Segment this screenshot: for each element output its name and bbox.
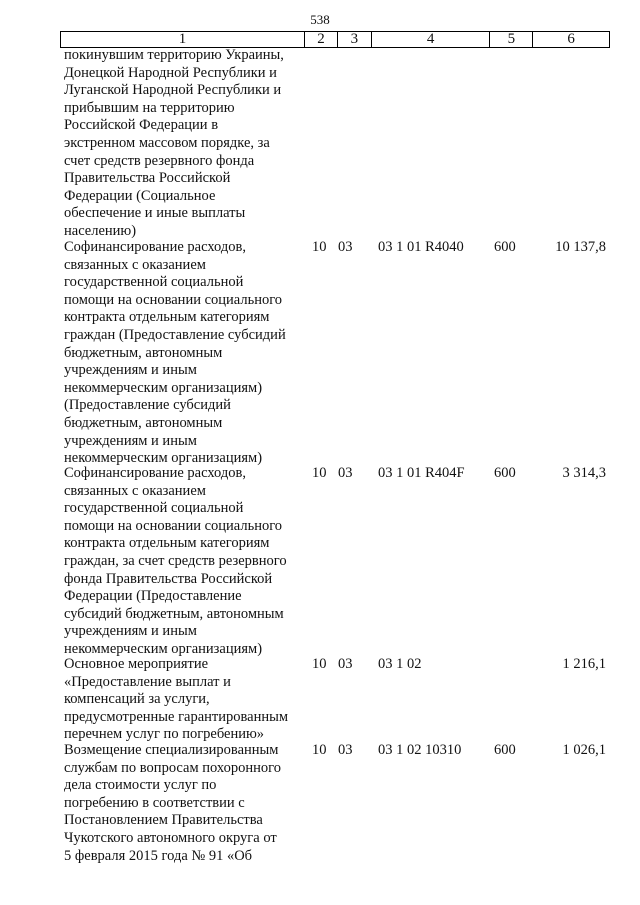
row-section: 10 [312,742,327,758]
row-expense-type: 600 [494,465,516,481]
row-amount: 3 314,3 [562,465,606,481]
row-amount: 1 026,1 [562,742,606,758]
row-target-code: 03 1 02 10310 [378,742,462,758]
row-description: Основное мероприятие «Предоставление выплат и компенсаций за услуги, предусмотренные гарантированным перечнем услуг по погребению» [64,656,289,743]
row-description: покинувшим территорию Украины, Донецкой Народной Республики и Луганской Народной Республики и прибывшим на территорию Российской Федерации в экстренном массовом порядке, за счет средств резервного фонда Правительства Российской Федерации (Социальное обеспечение и иные выплаты населению) [64,47,284,239]
page-number: 538 [310,12,330,27]
header-col-3: 3 [338,32,372,47]
header-col-6: 6 [567,31,575,47]
row-amount: 1 216,1 [562,656,606,672]
row-subsection: 03 [338,656,353,672]
row-target-code: 03 1 02 [378,656,422,672]
row-description: Возмещение специализированным службам по вопросам похоронного дела стоимости услуг по погребению в соответствии с Постановлением Правительства Чукотского автономного округа от 5 февраля 2015 года № 91 «Об [64,742,281,864]
row-target-code: 03 1 01 R4040 [378,239,464,255]
row-description: Софинансирование расходов, связанных с оказанием государственной социальной помощи на основании социального контракта отдельным категориям граждан, за счет средств резервного фонда Правительства Российской Федерации (Предоставление субсидий бюджетным, автономным учреждениям и иным некоммерческим организациям) [64,465,287,657]
header-col-2: 2 [305,32,338,47]
row-target-code: 03 1 01 R404F [378,465,465,481]
header-col-5: 5 [490,32,533,47]
row-expense-type: 600 [494,742,516,758]
row-section: 10 [312,465,327,481]
row-amount: 10 137,8 [555,239,606,255]
table-header [60,31,610,48]
row-subsection: 03 [338,239,353,255]
row-expense-type: 600 [494,239,516,255]
row-section: 10 [312,656,327,672]
row-subsection: 03 [338,742,353,758]
header-col-4: 4 [372,32,491,47]
row-description: Софинансирование расходов, связанных с оказанием государственной социальной помощи на основании социального контракта отдельным категориям граждан (Предоставление субсидий бюджетным, автономным учреждениям и иным некоммерческим организациям) (Предоставление субсидий бюджетным, автономным учреждениям и иным некоммерческим организациям) [64,239,286,467]
header-col-1: 1 [61,32,305,47]
row-section: 10 [312,239,327,255]
row-subsection: 03 [338,465,353,481]
